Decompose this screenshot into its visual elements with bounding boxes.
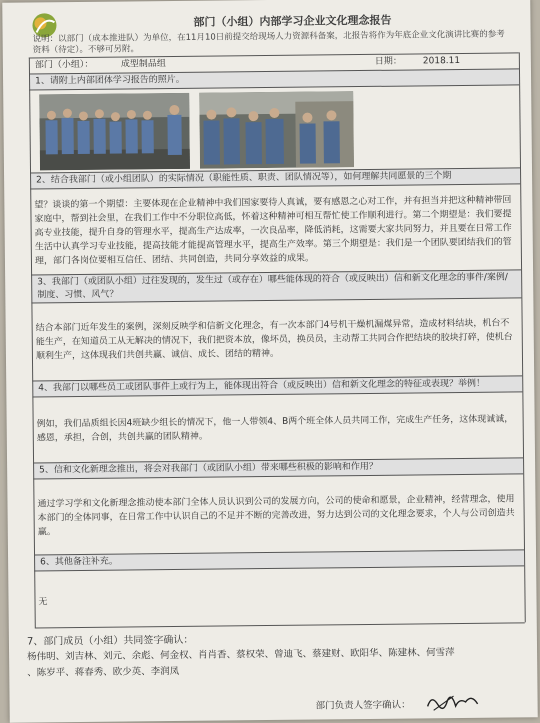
section-6-heading: 6、其他备注补充。 (34, 549, 524, 571)
section-5-content: 通过学习学和文化新理念推动使本部门全体人员认识到公司的发展方向，公司的使命和愿景，企业精神，经营理念，使用本部门的全体同事，在日常工作中认识自己的不足并不断的完善改进，努力达到公司的文化理念要求，个人与公司创造共赢。 (37, 494, 515, 538)
page-title: 部门（小组）内部学习企业文化理念报告 (193, 13, 392, 29)
report-page (2, 0, 538, 723)
date-label: 日期： (374, 56, 402, 67)
instruction-note: 说明：以部门（成本推进队）为单位，在11月10日前提交给现场人力资源科备案，北报告将作为年底企业文化演讲比赛的参考资料（待定）。不够可另附。 (32, 29, 505, 56)
date-value: 2018.11 (422, 55, 461, 67)
section-2-heading: 2、结合我部门（或小组团队）的实际情况（职能性质、职责、团队情况等），如何理解共同愿景的三个期 (30, 167, 520, 189)
section-1-heading: 1、请附上内部团体学习报告的照片。 (29, 68, 519, 90)
section-2-content: 望？谈谈的第一个期望：主要体现在企业精神中我们国家要待人真诚，要有感恩之心对工作，并有担当并把这种精神带回家庭中，帮到社会里，在我们工作中不分职位高低，怀着这种精神可相互帮忙使工作顺利进行。第二个期望是：我们要提高专业技能，提升自身的管理水平，提高生产达成率，一次良品率，降低消耗，这需要大家共同努力，并且要在日常工作生活中认真学习专业技能，提高技能才能提高管理水平，提高生产效率。第三个期望是：我们是一个团队要团结我们的管理，部门各岗位要相互信任、团结、共同创造，共同分享效益的成果。 (34, 195, 512, 267)
table-border-right (519, 52, 526, 622)
member-names-line-2: 、陈岁平、蒋春秀、欧少英、李润凤 (27, 665, 180, 679)
section-5-heading: 5、信和文化新理念推出，将会对我部门（或团队小组）带来哪些积极的影响和作用？ (33, 457, 523, 479)
member-names-line-1: 杨伟明、刘吉林、刘元、余彪、何金权、肖肖香、蔡权荣、曾迪飞、蔡建财、欧阳华、陈建林、何雪萍 (27, 647, 455, 663)
dept-value: 成型制品组 (120, 59, 166, 70)
section-4-content: 例如，我们品质组长因4班缺少组长的情况下，他一人带领4、B两个班全体人员共同工作，完成生产任务，这体现诚诚，感恩，承担，合创，共创共赢的团队精神。 (36, 414, 514, 444)
handwritten-signature (423, 688, 483, 715)
section-3-heading: 3、我部门（或团队小组）过往发现的，发生过（或存在）哪些能体现的符合（或反映出）信和新文化理念的事件/案例/制度、习惯、风气？ (31, 269, 521, 303)
team-study-photo-2 (199, 91, 354, 169)
section-4-heading: 4、我部门以哪些员工或团队事件上或行为上，能体现出符合（或反映出）信和新文化理念的特征或表现？举例！ (32, 375, 522, 397)
dept-label: 部门（小组）： (34, 59, 94, 71)
leader-signature-label: 部门负责人签字确认： (315, 699, 411, 712)
signature-heading: 7、部门成员（小组）共同签字确认： (26, 634, 194, 648)
team-study-photo-1 (39, 93, 190, 171)
table-border-left (29, 57, 36, 627)
section-3-content: 结合本部门近年发生的案例，深刻反映学和信新文化理念，有一次本部门4号机干燥机漏煤异常，造成材料结块，机台不能生产，在知道员工从无解决的情况下，我们把资本放，像坏员，换员员，主动帮工共同合作把结块的胶块打碎，使机台顺利生产，这体现我们共创共赢、诚信、成长、团结的精神。 (35, 318, 513, 362)
section-6-content: 无 (38, 597, 48, 608)
table-border-bottom (35, 622, 525, 628)
